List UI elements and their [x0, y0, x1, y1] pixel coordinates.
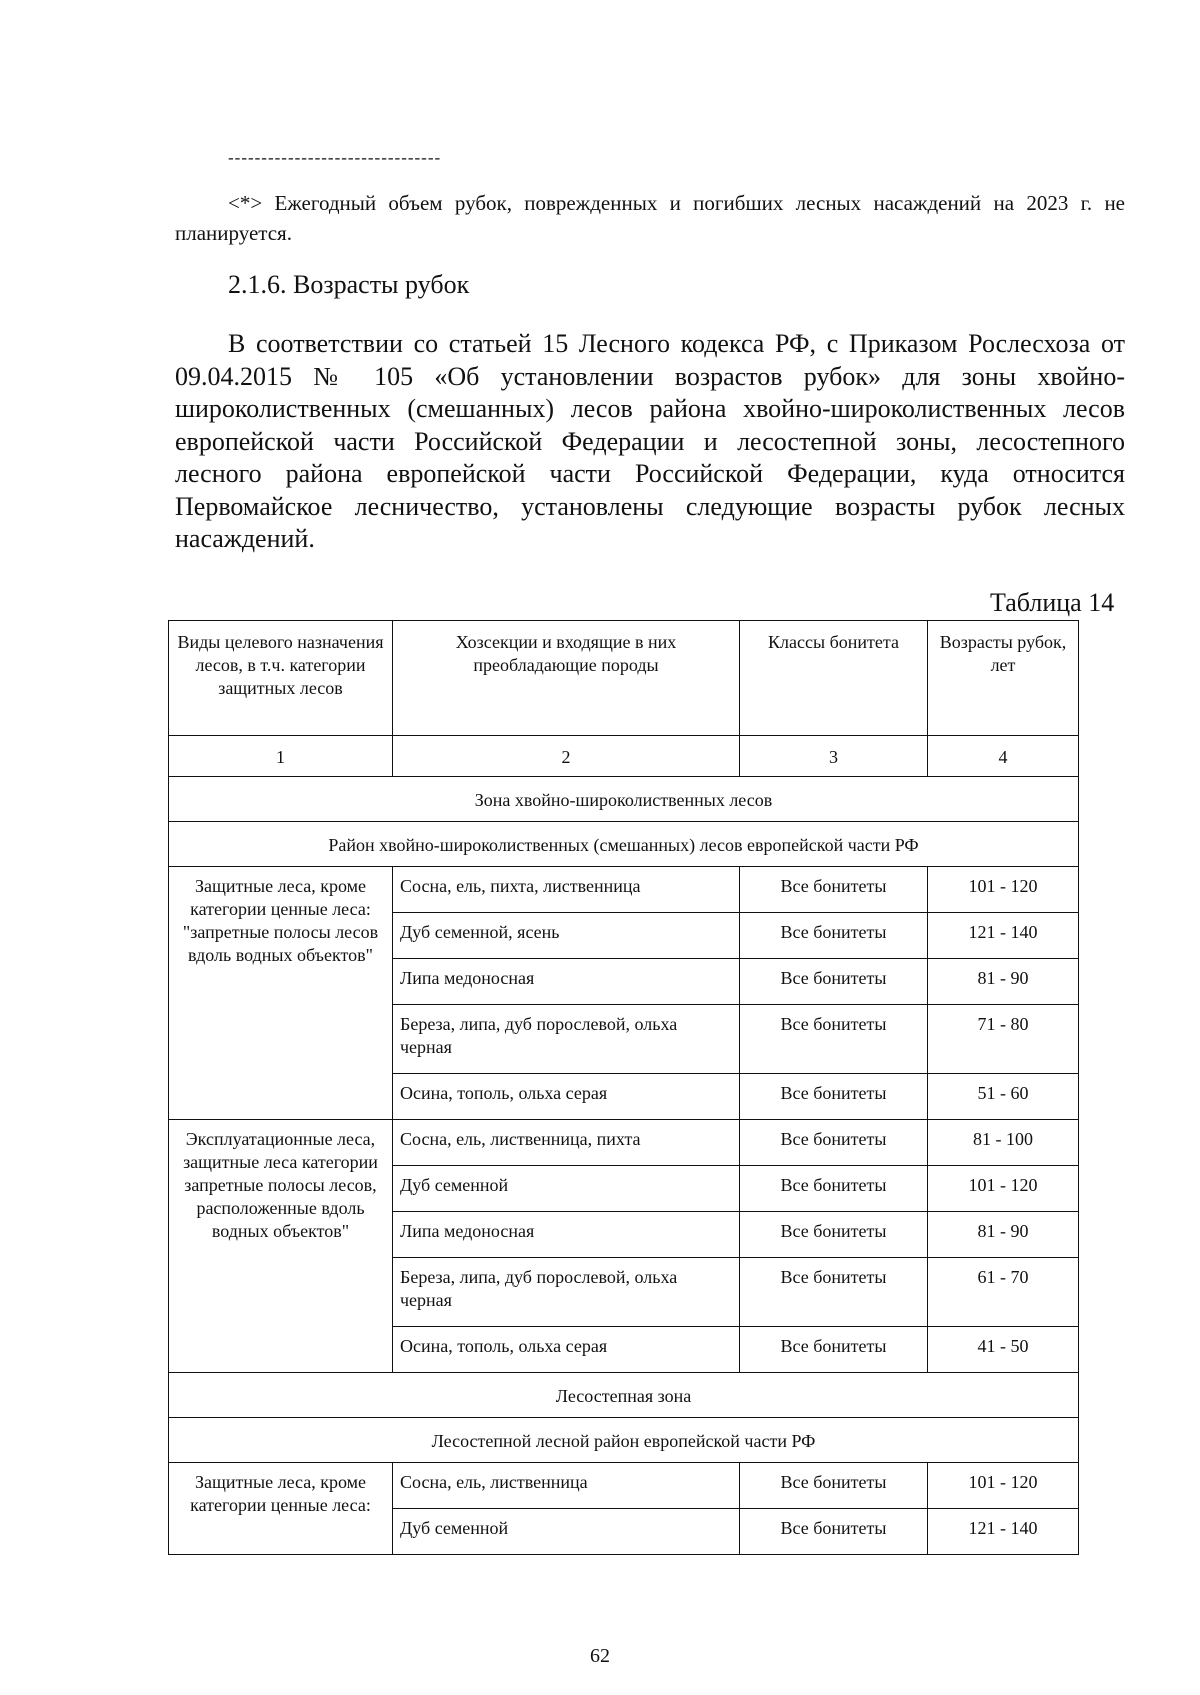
table-row	[169, 1463, 1079, 1509]
column-number: 2	[393, 736, 740, 777]
bonitet-cell: Все бонитеты	[740, 1120, 928, 1166]
table-caption: Таблица 14	[990, 588, 1115, 617]
age-cell: 121 - 140	[928, 1509, 1079, 1555]
header-cell: Виды целевого назначения лесов, в т.ч. категории защитных лесов	[169, 621, 393, 736]
age-cell: 51 - 60	[928, 1074, 1079, 1120]
age-cell: 101 - 120	[928, 1166, 1079, 1212]
region-row	[169, 1418, 1079, 1463]
region-title: Лесостепной лесной район европейской части РФ	[169, 1418, 1079, 1463]
bonitet-cell: Все бонитеты	[740, 867, 928, 913]
species-cell: Осина, тополь, ольха серая	[393, 1074, 740, 1120]
age-cell: 81 - 90	[928, 959, 1079, 1005]
age-cell: 41 - 50	[928, 1327, 1079, 1373]
table-row	[169, 1120, 1079, 1166]
age-cell: 121 - 140	[928, 913, 1079, 959]
bonitet-cell: Все бонитеты	[740, 1212, 928, 1258]
species-cell: Сосна, ель, пихта, лиственница	[393, 867, 740, 913]
column-number-row	[169, 736, 1079, 777]
species-cell: Дуб семенной, ясень	[393, 913, 740, 959]
age-cell: 61 - 70	[928, 1258, 1079, 1327]
table-header-row	[169, 621, 1079, 736]
species-cell: Береза, липа, дуб порослевой, ольха черная	[393, 1258, 740, 1327]
footnote-separator: --------------------------------	[228, 148, 442, 167]
section-heading: 2.1.6. Возрасты рубок	[228, 270, 470, 299]
region-row	[169, 822, 1079, 867]
zone-row	[169, 1373, 1079, 1418]
species-cell: Береза, липа, дуб порослевой, ольха черная	[393, 1005, 740, 1074]
age-cell: 71 - 80	[928, 1005, 1079, 1074]
column-number: 4	[928, 736, 1079, 777]
age-cell: 81 - 100	[928, 1120, 1079, 1166]
region-title: Район хвойно-широколиственных (смешанных) лесов европейской части РФ	[169, 822, 1079, 867]
bonitet-cell: Все бонитеты	[740, 1005, 928, 1074]
zone-row	[169, 777, 1079, 822]
body-paragraph: В соответствии со статьей 15 Лесного кодекса РФ, с Приказом Рослесхоза от 09.04.2015 № 105 «Об установлении возрастов рубок» для зоны хвойно-широколиственных (смешанных) лесов района хвойно-широколиственных лесов европейской части Российской Федерации и лесостепной зоны, лесостепного лесного района европейской части Российской Федерации, куда относится Первомайское лесничество, установлены следующие возрасты рубок лесных насаждений.	[175, 329, 1125, 553]
age-cell: 81 - 90	[928, 1212, 1079, 1258]
forest-category: Эксплуатационные леса, защитные леса категории запретные полосы лесов, расположенные вдоль водных объектов"	[169, 1120, 393, 1373]
bonitet-cell: Все бонитеты	[740, 913, 928, 959]
forest-category: Защитные леса, кроме категории ценные леса: "запретные полосы лесов вдоль водных объектов"	[169, 867, 393, 1120]
bonitet-cell: Все бонитеты	[740, 1074, 928, 1120]
bonitet-cell: Все бонитеты	[740, 1166, 928, 1212]
header-cell: Возрасты рубок, лет	[928, 621, 1079, 736]
species-cell: Осина, тополь, ольха серая	[393, 1327, 740, 1373]
species-cell: Сосна, ель, лиственница, пихта	[393, 1120, 740, 1166]
cutting-age-table	[168, 620, 1079, 1555]
header-cell: Классы бонитета	[740, 621, 928, 736]
age-cell: 101 - 120	[928, 1463, 1079, 1509]
species-cell: Сосна, ель, лиственница	[393, 1463, 740, 1509]
species-cell: Липа медоносная	[393, 959, 740, 1005]
column-number: 3	[740, 736, 928, 777]
header-cell: Хозсекции и входящие в них преобладающие породы	[393, 621, 740, 736]
bonitet-cell: Все бонитеты	[740, 1327, 928, 1373]
forest-category: Защитные леса, кроме категории ценные леса:	[169, 1463, 393, 1555]
age-cell: 101 - 120	[928, 867, 1079, 913]
table-row	[169, 867, 1079, 913]
species-cell: Дуб семенной	[393, 1166, 740, 1212]
footnote: <*> Ежегодный объем рубок, поврежденных и погибших лесных насаждений на 2023 г. не планируется.	[175, 191, 1125, 245]
page-number: 62	[590, 1645, 610, 1667]
bonitet-cell: Все бонитеты	[740, 959, 928, 1005]
zone-title: Зона хвойно-широколиственных лесов	[169, 777, 1079, 822]
bonitet-cell: Все бонитеты	[740, 1509, 928, 1555]
bonitet-cell: Все бонитеты	[740, 1463, 928, 1509]
bonitet-cell: Все бонитеты	[740, 1258, 928, 1327]
zone-title: Лесостепная зона	[169, 1373, 1079, 1418]
species-cell: Липа медоносная	[393, 1212, 740, 1258]
species-cell: Дуб семенной	[393, 1509, 740, 1555]
column-number: 1	[169, 736, 393, 777]
